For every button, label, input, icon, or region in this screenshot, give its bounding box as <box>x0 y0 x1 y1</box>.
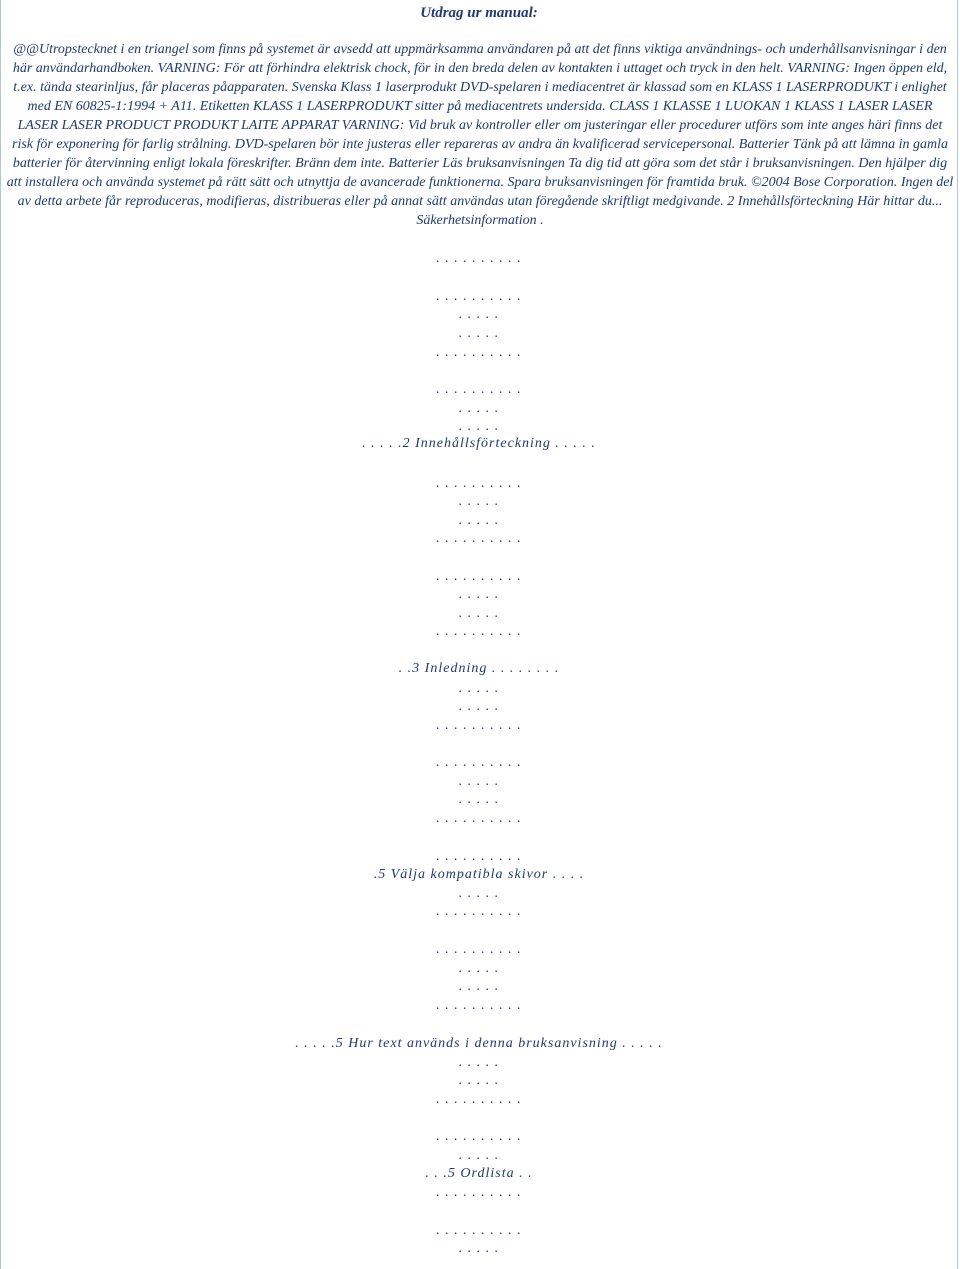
page-title: Utdrag ur manual: <box>420 5 538 21</box>
toc-line: . . . . . <box>458 494 500 509</box>
toc-line: . . . . . <box>458 1055 500 1070</box>
toc-line: . . . . . <box>458 606 500 621</box>
toc-line: . . . . . . . . . . <box>436 382 522 397</box>
toc-entry-innehallsforteckning: . . . . .2 Innehållsförteckning . . . . . <box>362 436 596 451</box>
toc-line: . . . . . <box>458 419 500 434</box>
toc-line: . . . . . . . . . . <box>436 1092 522 1107</box>
toc-line: . . . . . . . . . . <box>436 1185 522 1200</box>
toc-line: . . . . . <box>458 961 500 976</box>
toc-line: . . . . . . . . . . <box>436 251 522 266</box>
toc-line: . . . . . <box>458 1073 500 1088</box>
toc-line: . . . . . . . . . . <box>436 531 522 546</box>
toc-line: . . . . . <box>458 774 500 789</box>
toc-line: . . . . . <box>458 979 500 994</box>
toc-line: . . . . . . . . . . <box>436 345 522 360</box>
toc-line: . . . . . <box>458 699 500 714</box>
toc-line: . . . . . <box>458 401 500 416</box>
toc-line: . . . . . . . . . . <box>436 718 522 733</box>
table-of-contents <box>1 0 957 1269</box>
toc-line: . . . . . . . . . . <box>436 942 522 957</box>
toc-line: . . . . . . . . . . <box>436 1129 522 1144</box>
toc-line: . . . . . . . . . . <box>436 624 522 639</box>
toc-line: . . . . . . . . . . <box>436 476 522 491</box>
toc-line: . . . . . <box>458 1148 500 1163</box>
toc-entry-valja-kompatibla-skivor: .5 Välja kompatibla skivor . . . . <box>373 867 585 882</box>
toc-entry-inledning: . .3 Inledning . . . . . . . . <box>398 661 560 676</box>
toc-entry-ordlista: . . .5 Ordlista . . <box>425 1166 533 1181</box>
toc-line: . . . . . <box>458 886 500 901</box>
toc-line: . . . . . . . . . . <box>436 289 522 304</box>
toc-line: . . . . . <box>458 681 500 696</box>
toc-entry-hur-text-anvands: . . . . .5 Hur text används i denna bruksanvisning . . . . . <box>295 1036 663 1051</box>
toc-line: . . . . . . . . . . <box>436 569 522 584</box>
toc-line: . . . . . . . . . . <box>436 904 522 919</box>
toc-line: . . . . . . . . . . <box>436 849 522 864</box>
toc-line: . . . . . . . . . . <box>436 1223 522 1238</box>
toc-line: . . . . . <box>458 1241 500 1256</box>
toc-line: . . . . . . . . . . <box>436 811 522 826</box>
toc-line: . . . . . <box>458 513 500 528</box>
toc-line: . . . . . <box>458 587 500 602</box>
toc-line: . . . . . . . . . . <box>436 998 522 1013</box>
toc-line: . . . . . . . . . . <box>436 755 522 770</box>
toc-line: . . . . . <box>458 326 500 341</box>
toc-line: . . . . . <box>458 307 500 322</box>
manual-excerpt-text: @@Utropstecknet i en triangel som finns på systemet är avsedd att uppmärksamma användaren på att det finns viktiga användnings- och underhållsanvisningar i den här användarhandboken. VARNING: För att förhindra elektrisk chock, för in den breda delen av kontakten i uttaget och tryck in den helt. VARNING: Ingen öppen eld, t.ex. tända stearinljus, får placeras påapparaten. Svenska Klass 1 laserprodukt DVD-spelaren i mediacentret är klassad som en KLASS 1 LASERPRODUKT i enlighet med EN 60825-1:1994 + A11. Etiketten KLASS 1 LASERPRODUKT sitter på mediacentrets undersida. CLASS 1 KLASSE 1 LUOKAN 1 KLASS 1 LASER LASER LASER LASER PRODUCT PRODUKT LAITE APPARAT VARNING: Vid bruk av kontroller eller om justeringar eller procedurer utförs som inte anges häri finns det risk för exponering för farlig strålning. DVD-spelaren bör inte justeras eller repareras av andra än kvalificerad servicepersonal. Batterier Tänk på att lämna in gamla batterier för återvinning enligt lokala föreskrifter. Bränn dem inte. Batterier Läs bruksanvisningen Ta dig tid att göra som det står i bruksanvisningen. Den hjälper dig att installera och använda systemet på rätt sätt och utnyttja de avancerade funktionerna. Spara bruksanvisningen för framtida bruk. ©2004 Bose Corporation. Ingen del av detta arbete får reproduceras, modifieras, distribueras eller på annat sätt användas utan föregående skriftligt medgivande. 2 Innehållsförteckning Här hittar du... Säkerhetsinformation . <box>6 42 954 228</box>
toc-line: . . . . . <box>458 792 500 807</box>
